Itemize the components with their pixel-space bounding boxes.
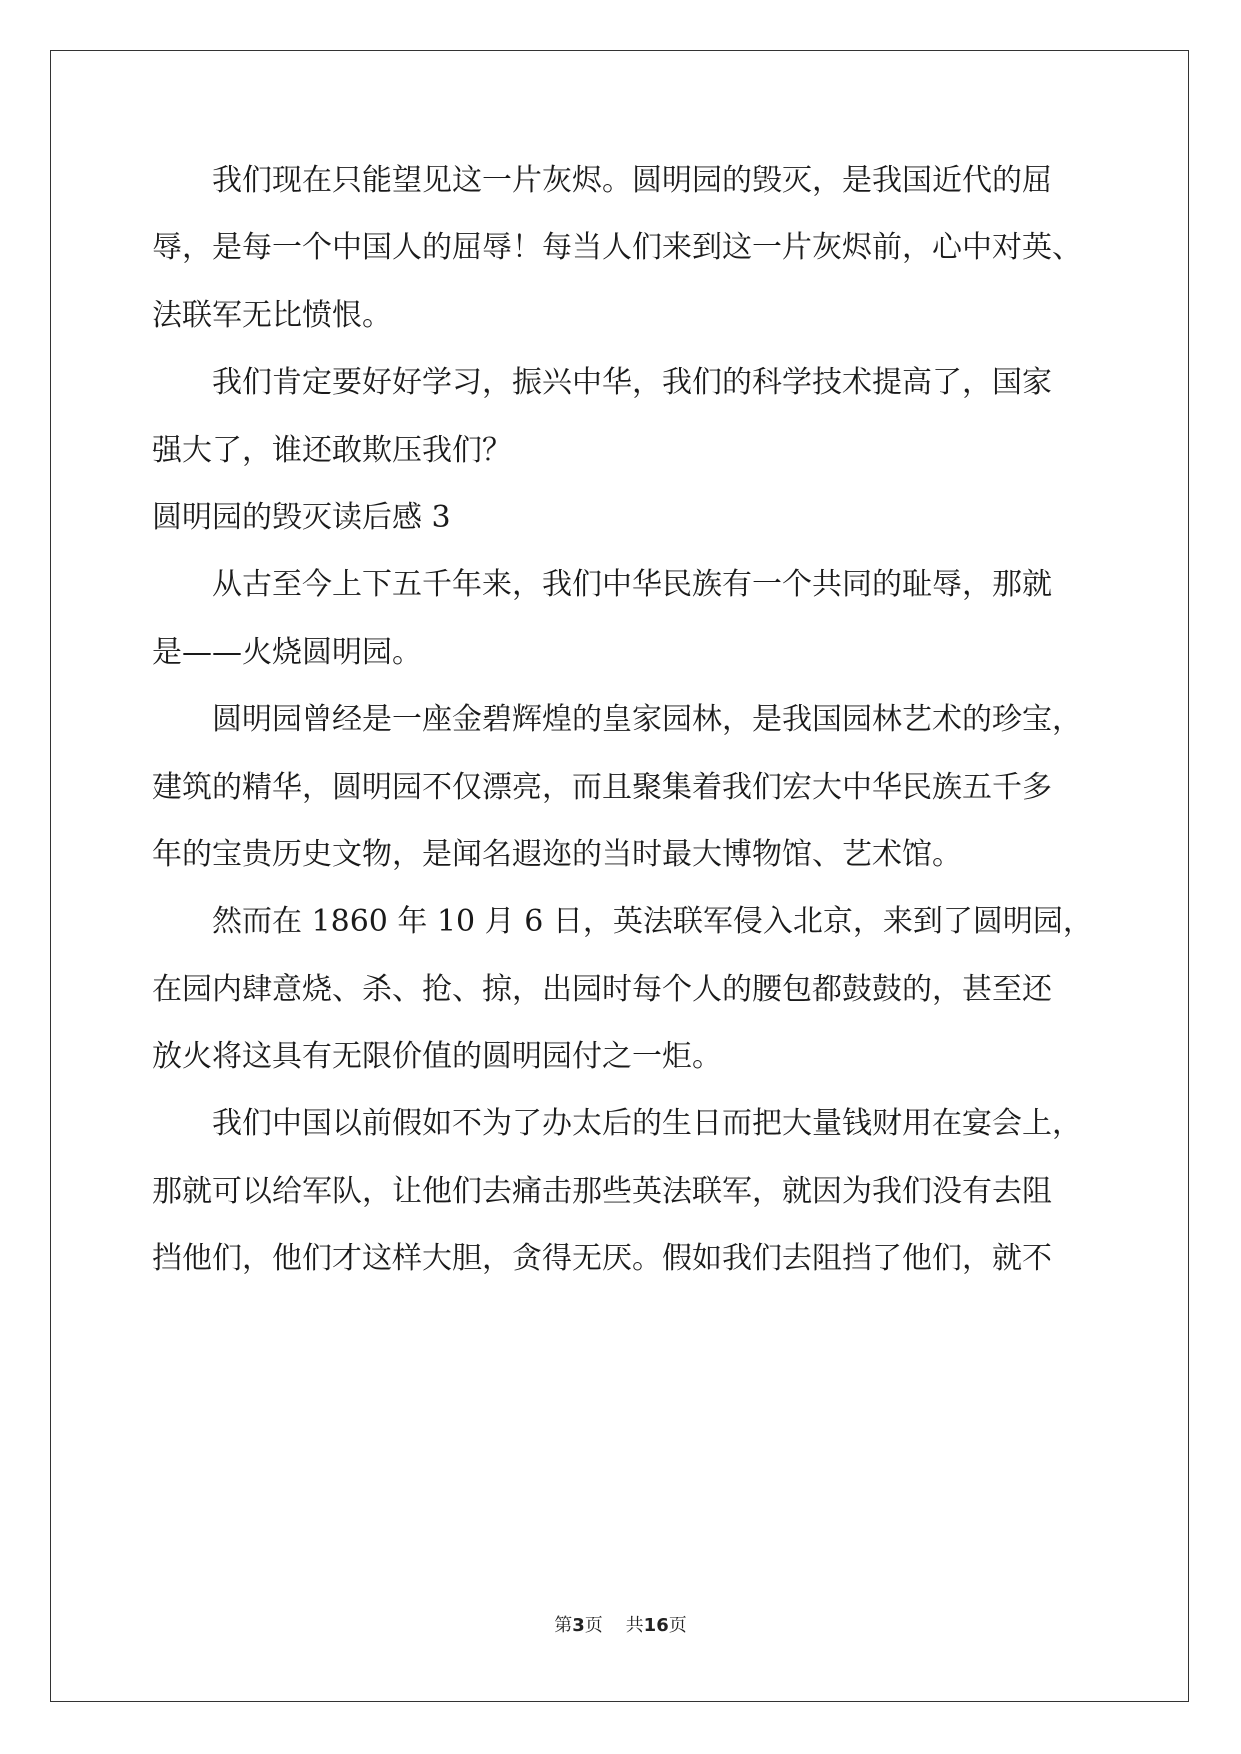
- text-line: 挡他们，他们才这样大胆，贪得无厌。假如我们去阻挡了他们，就不: [152, 1241, 1052, 1277]
- text-line: 强大了，谁还敢欺压我们？: [152, 432, 512, 468]
- text-line: 辱，是每一个中国人的屈辱！每当人们来到这一片灰烬前，心中对英、: [152, 230, 1082, 266]
- text-line: 是——火烧圆明园。: [152, 634, 422, 670]
- text-line: 法联军无比愤恨。: [152, 297, 392, 333]
- text-line: 我们现在只能望见这一片灰烬。圆明园的毁灭，是我国近代的屈: [152, 163, 1052, 198]
- document-body: [152, 147, 1092, 1293]
- text-line: 然而在 1860 年 10 月 6 日，英法联军侵入北京，来到了圆明园，: [152, 904, 1093, 940]
- text-line: 在园内肆意烧、杀、抢、掠，出园时每个人的腰包都鼓鼓的，甚至还: [152, 971, 1052, 1007]
- text-line: 我们肯定要好好学习，振兴中华，我们的科学技术提高了，国家: [152, 365, 1052, 401]
- text-line: 那就可以给军队，让他们去痛击那些英法联军，就因为我们没有去阻: [152, 1173, 1052, 1209]
- footer-total-unit: 页: [668, 1615, 687, 1636]
- text-line: 从古至今上下五千年来，我们中华民族有一个共同的耻辱，那就: [152, 567, 1052, 603]
- text-line: 圆明园曾经是一座金碧辉煌的皇家园林，是我国园林艺术的珍宝，: [152, 702, 1082, 738]
- page-footer: [0, 1611, 1241, 1637]
- text-line: 年的宝贵历史文物，是闻名遐迩的当时最大博物馆、艺术馆。: [152, 836, 962, 872]
- total-pages: 16: [643, 1615, 669, 1636]
- text-line: 放火将这具有无限价值的圆明园付之一炬。: [152, 1039, 722, 1075]
- text-line: 建筑的精华，圆明园不仅漂亮，而且聚集着我们宏大中华民族五千多: [152, 769, 1052, 805]
- footer-total-prefix: 共: [625, 1615, 644, 1636]
- footer-prefix: 第: [554, 1615, 573, 1636]
- footer-page-unit: 页: [584, 1615, 603, 1636]
- text-line: 我们中国以前假如不为了办太后的生日而把大量钱财用在宴会上，: [152, 1106, 1082, 1142]
- section-heading: 圆明园的毁灭读后感 3: [152, 499, 451, 535]
- page-number: 3: [572, 1615, 585, 1636]
